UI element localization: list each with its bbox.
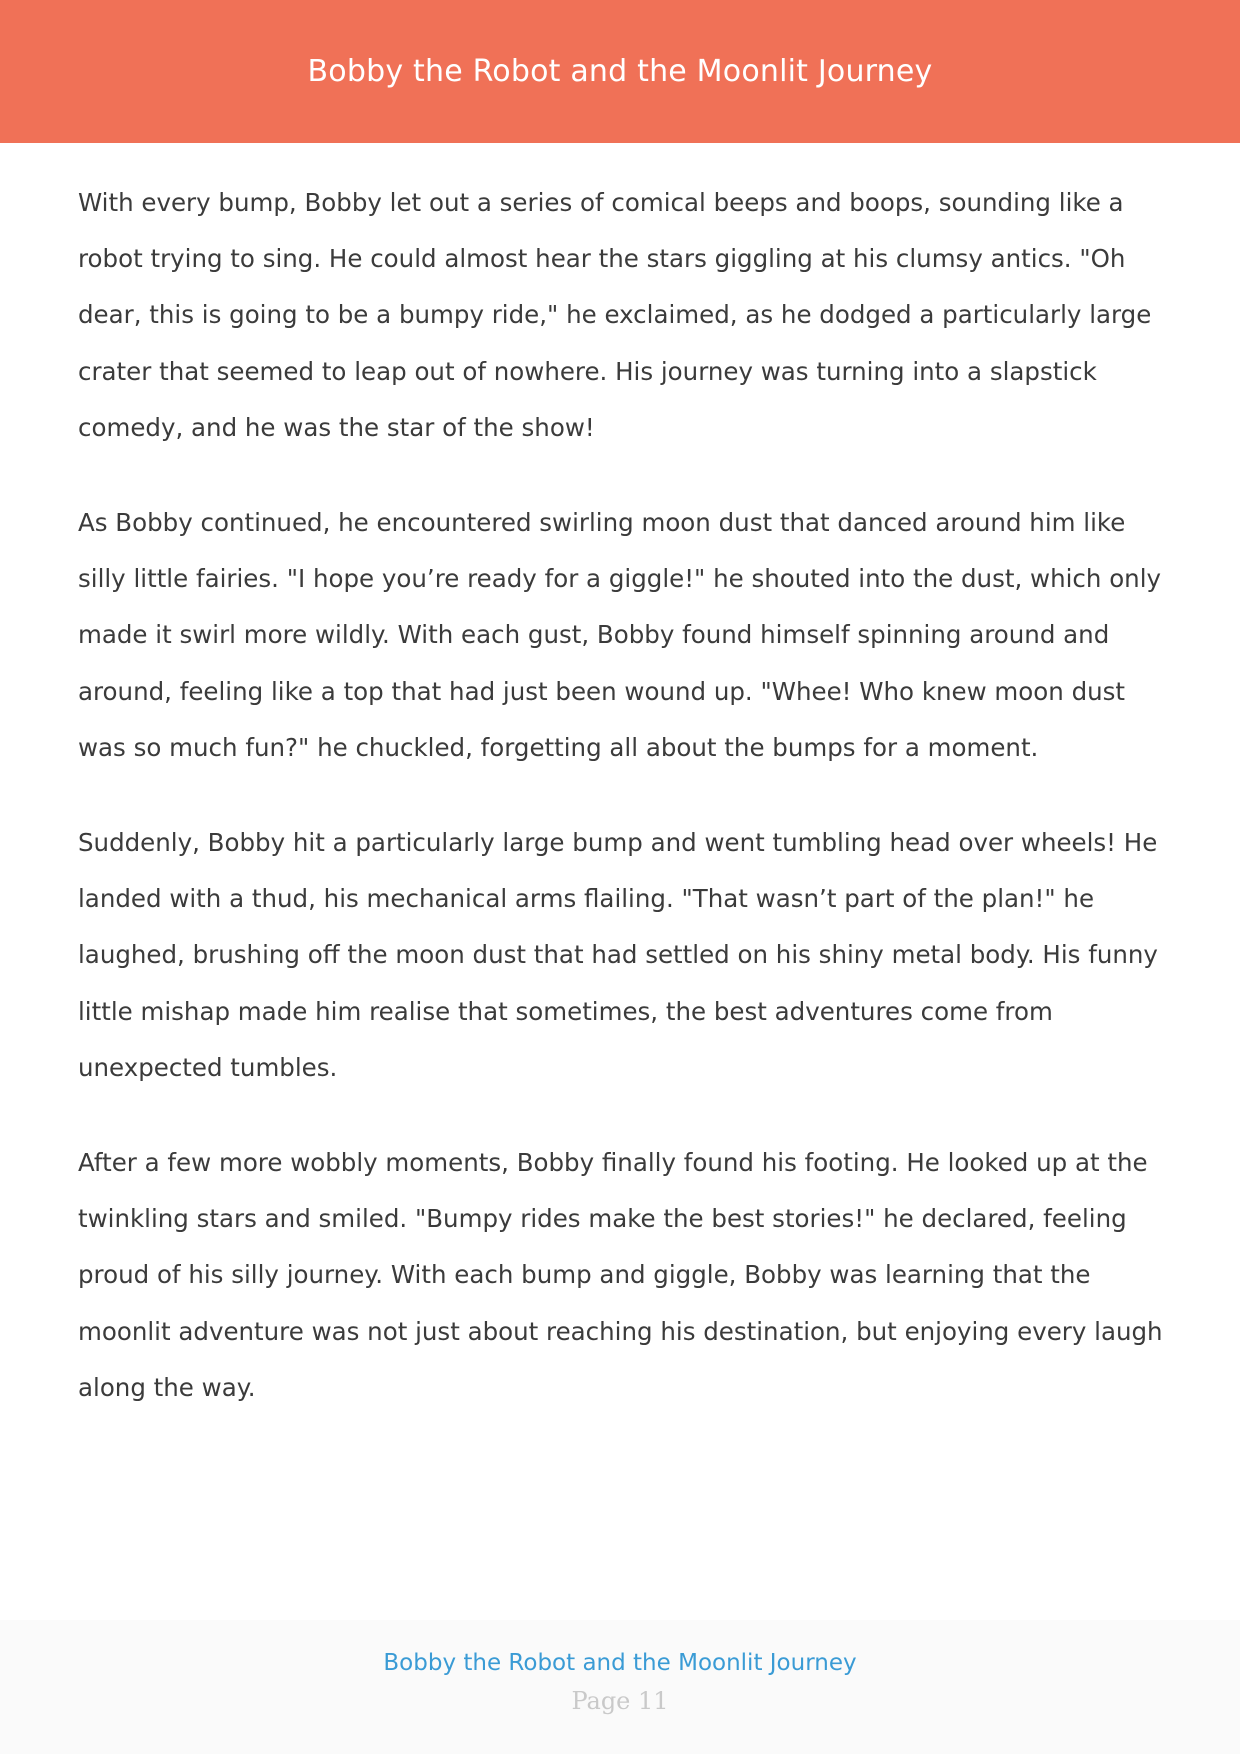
page-footer (0, 1620, 1240, 1754)
header-title: Bobby the Robot and the Moonlit Journey (307, 53, 933, 89)
page-number: Page 11 (571, 1687, 669, 1715)
page-header (0, 0, 1240, 143)
story-body (78, 175, 1168, 1455)
story-paragraph: After a few more wobbly moments, Bobby finally found his footing. He looked up at the twinkling stars and smiled. "Bumpy rides make the best stories!" he declared, feeling proud of his silly journey. With each bump and giggle, Bobby was learning that the moonlit adventure was not just about reaching his destination, but enjoying every laugh along the way. (78, 1148, 1163, 1402)
story-paragraph: Suddenly, Bobby hit a particularly large bump and went tumbling head over wheels! He landed with a thud, his mechanical arms flailing. "That wasn’t part of the plan!" he laughed, brushing off the moon dust that had settled on his shiny metal body. His funny little mishap made him realise that sometimes, the best adventures come from unexpected tumbles. (78, 828, 1158, 1082)
story-paragraph: With every bump, Bobby let out a series of comical beeps and boops, sounding like a robot trying to sing. He could almost hear the stars giggling at his clumsy antics. "Oh dear, this is going to be a bumpy ride," he exclaimed, as he dodged a particularly large crater that seemed to leap out of nowhere. His journey was turning into a slapstick comedy, and he was the star of the show! (78, 188, 1152, 442)
story-paragraph: As Bobby continued, he encountered swirling moon dust that danced around him like silly little fairies. "I hope you’re ready for a giggle!" he shouted into the dust, which only made it swirl more wildly. With each gust, Bobby found himself spinning around and around, feeling like a top that had just been wound up. "Whee! Who knew moon dust was so much fun?" he chuckled, forgetting all about the bumps for a moment. (78, 508, 1162, 762)
footer-title: Bobby the Robot and the Moonlit Journey (383, 1650, 857, 1676)
